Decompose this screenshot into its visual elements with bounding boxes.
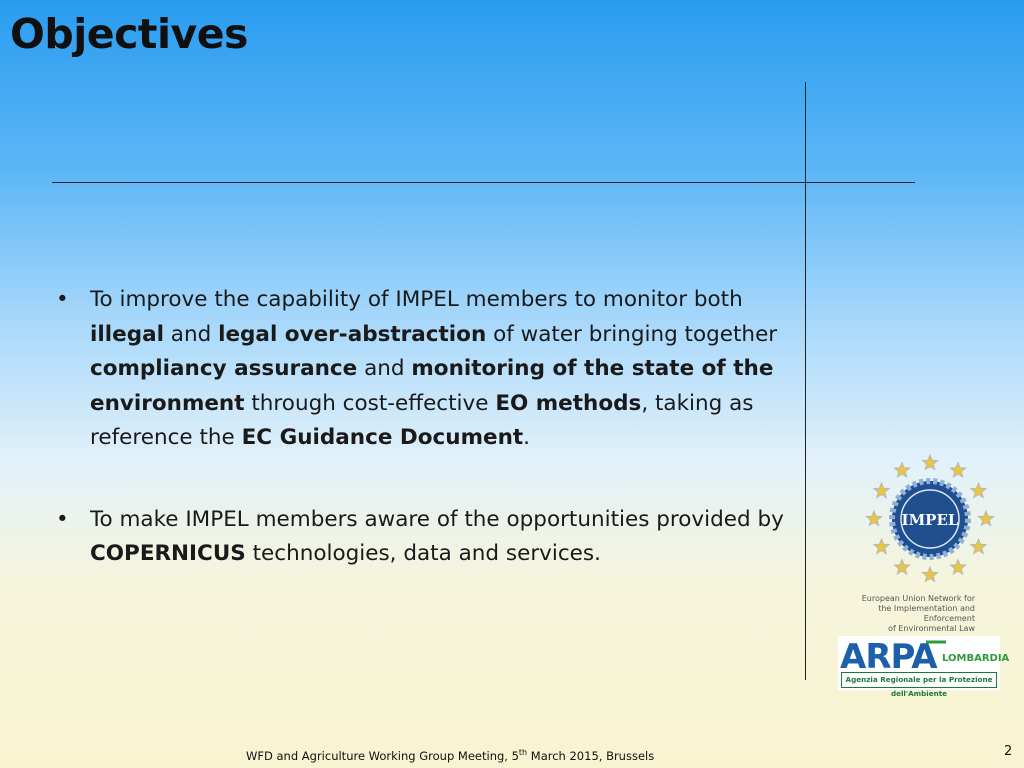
arpa-logo [838,636,1010,698]
arpa-tagline: Agenzia Regionale per la Protezione dell'Ambiente [841,672,997,688]
star-icon [894,560,909,575]
footer-text: WFD and Agriculture Working Group Meeting, 5th March 2015, Brussels [246,748,655,763]
bullet-list [56,283,791,619]
bullet-symbol: • [56,506,69,532]
star-icon [950,463,965,478]
star-icon [894,463,909,478]
star-icon [866,511,881,526]
slide-title: Objectives [10,10,248,58]
vertical-divider [805,82,806,680]
star-icon [922,567,937,582]
bullet-text: To improve the capability of IMPEL members to monitor both illegal and legal over-abstraction of water bringing together compliancy assurance and monitoring of the state of the environment through cost-effective EO methods, taking as reference the EC Guidance Document. [90,287,778,450]
star-icon [874,483,889,498]
impel-wordmark: IMPEL [901,511,959,529]
star-icon [971,483,986,498]
bullet-symbol: • [56,287,69,312]
star-icon [971,539,986,554]
bullet-text: To make IMPEL members aware of the opportunities provided by COPERNICUS technologies, data and services. [90,506,784,566]
impel-caption: European Union Network for the Implementation and Enforcement of Environmental Law [861,594,975,633]
bullet-item [56,503,791,572]
arpa-wordmark: ARPA [840,637,937,677]
star-icon [978,511,993,526]
arpa-mark-icon [838,636,1010,677]
arpa-region: LOMBARDIA [942,653,1010,664]
impel-logo [860,455,1000,590]
slide-number: 2 [1004,744,1013,759]
star-icon [922,455,937,470]
horizontal-divider [52,182,915,183]
star-icon [950,560,965,575]
star-icon [874,539,889,554]
bullet-item [56,283,791,456]
